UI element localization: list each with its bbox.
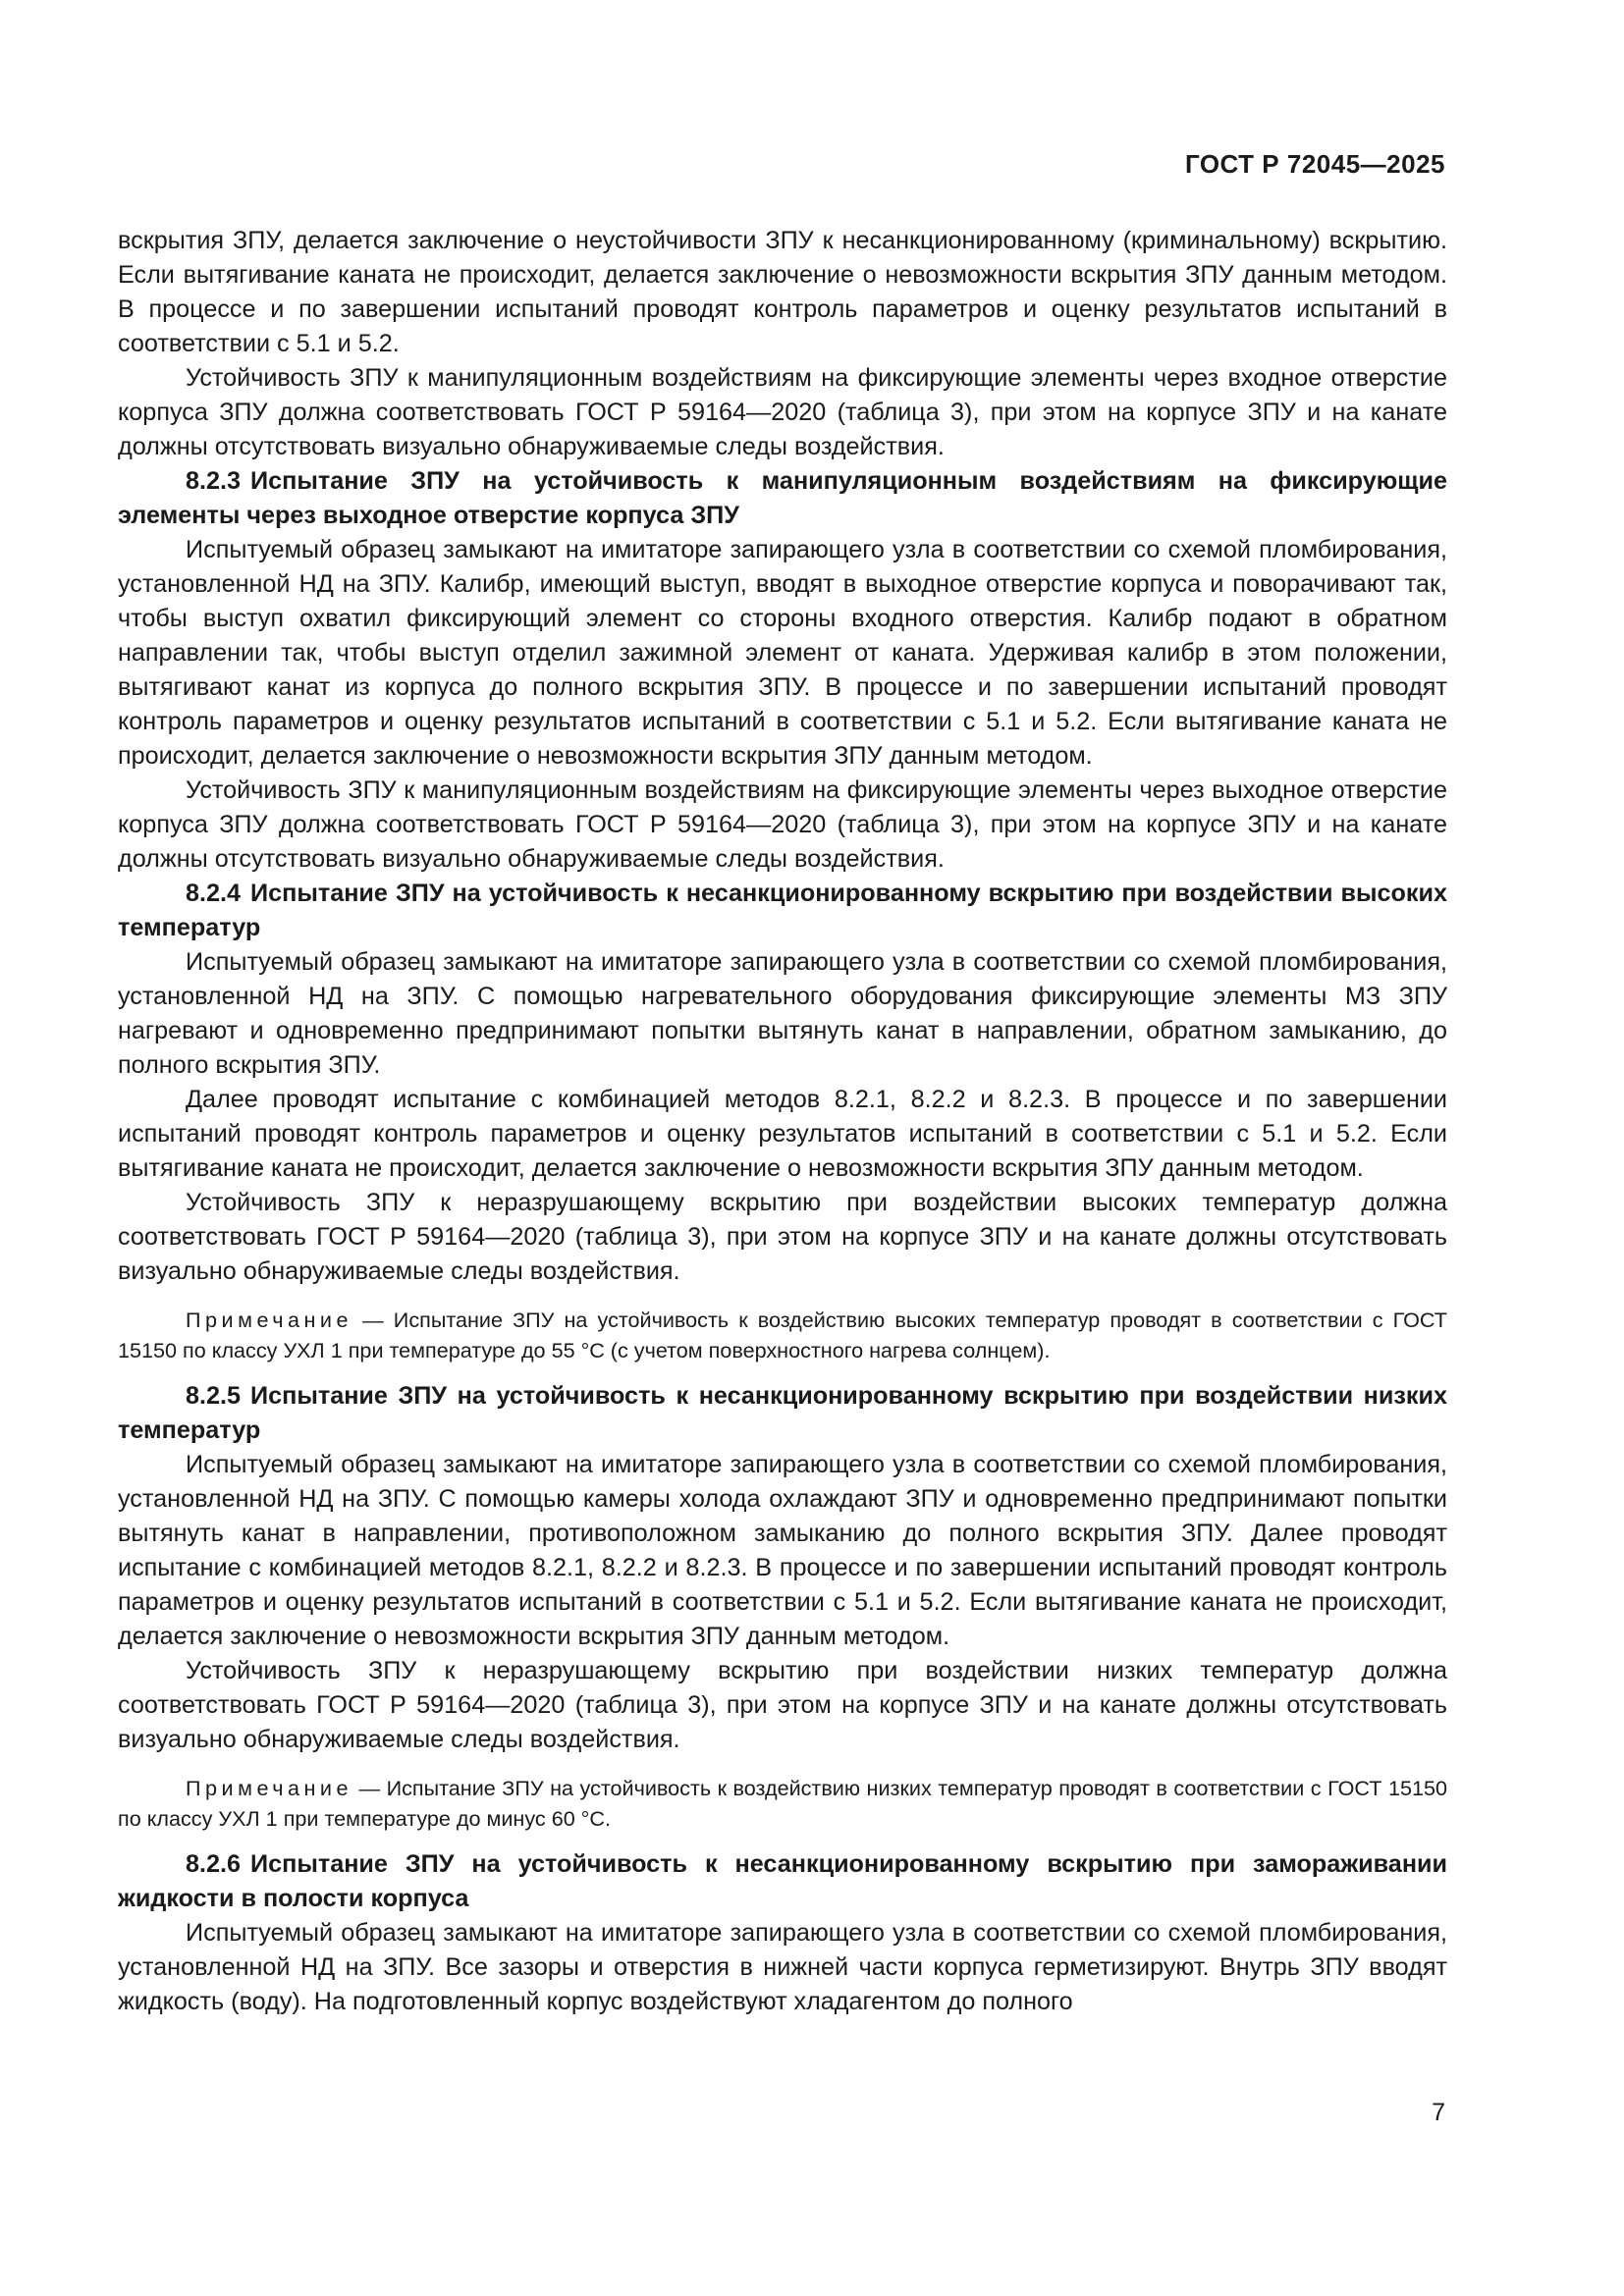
section-heading-8-2-3 <box>118 464 1447 533</box>
document-body <box>118 224 1447 2019</box>
section-number: 8.2.6 <box>186 1850 242 1878</box>
section-number: 8.2.5 <box>186 1382 242 1410</box>
note <box>118 1305 1447 1365</box>
section-heading-8-2-6 <box>118 1847 1447 1916</box>
paragraph: Устойчивость ЗПУ к неразрушающему вскрытию при воздействии высоких температур должна соответствовать ГОСТ Р 59164—2020 (таблица 3), при этом на корпусе ЗПУ и на канате должны отсутствовать визуально обнаруживаемые следы воздействия. <box>118 1189 1447 1285</box>
document-header-id: ГОСТ Р 72045—2025 <box>1184 149 1445 179</box>
paragraph: вскрытия ЗПУ, делается заключение о неустойчивости ЗПУ к несанкционированному (криминальному) вскрытию. Если вытягивание каната не происходит, делается заключение о невозможности вскрытия ЗПУ данным методом. В процессе и по завершении испытаний проводят контроль параметров и оценку результатов испытаний в соответствии с 5.1 и 5.2. <box>118 227 1447 357</box>
paragraph: Испытуемый образец замыкают на имитаторе запирающего узла в соответствии со схемой пломбирования, установленной НД на ЗПУ. С помощью камеры холода охлаждают ЗПУ и одновременно предпринимают попытки вытянуть канат в направлении, противоположном замыканию до полного вскрытия ЗПУ. Далее проводят испытание с комбинацией методов 8.2.1, 8.2.2 и 8.2.3. В процессе и по завершении испытаний проводят контроль параметров и оценку результатов испытаний в соответствии с 5.1 и 5.2. Если вытягивание каната не происходит, делается заключение о невозможности вскрытия ЗПУ данным методом. <box>118 1451 1447 1650</box>
section-number: 8.2.4 <box>186 880 242 907</box>
paragraph: Устойчивость ЗПУ к манипуляционным воздействиям на фиксирующие элементы через входное отверстие корпуса ЗПУ должна соответствовать ГОСТ Р 59164—2020 (таблица 3), при этом на корпусе ЗПУ и на канате должны отсутствовать визуально обнаруживаемые следы воздействия. <box>118 364 1447 460</box>
note-label: Примечание <box>186 1776 352 1800</box>
note-text: — Испытание ЗПУ на устойчивость к воздействию высоких температур проводят в соответствии с ГОСТ 15150 по классу УХЛ 1 при температуре до 55 °С (с учетом поверхностного нагрева солнцем). <box>118 1308 1447 1362</box>
section-number: 8.2.3 <box>186 467 242 495</box>
section-title: Испытание ЗПУ на устойчивость к несанкционированному вскрытию при воздействии высоких температур <box>118 880 1447 941</box>
section-heading-8-2-4 <box>118 877 1447 945</box>
note <box>118 1773 1447 1834</box>
section-heading-8-2-5 <box>118 1379 1447 1448</box>
paragraph: Далее проводят испытание с комбинацией методов 8.2.1, 8.2.2 и 8.2.3. В процессе и по завершении испытаний проводят контроль параметров и оценку результатов испытаний в соответствии с 5.1 и 5.2. Если вытягивание каната не происходит, делается заключение о невозможности вскрытия ЗПУ данным методом. <box>118 1086 1447 1182</box>
paragraph: Устойчивость ЗПУ к манипуляционным воздействиям на фиксирующие элементы через выходное отверстие корпуса ЗПУ должна соответствовать ГОСТ Р 59164—2020 (таблица 3), при этом на корпусе ЗПУ и на канате должны отсутствовать визуально обнаруживаемые следы воздействия. <box>118 776 1447 873</box>
section-title: Испытание ЗПУ на устойчивость к несанкционированному вскрытию при воздействии низких температур <box>118 1382 1447 1444</box>
paragraph: Устойчивость ЗПУ к неразрушающему вскрытию при воздействии низких температур должна соответствовать ГОСТ Р 59164—2020 (таблица 3), при этом на корпусе ЗПУ и на канате должны отсутствовать визуально обнаруживаемые следы воздействия. <box>118 1657 1447 1753</box>
section-title: Испытание ЗПУ на устойчивость к манипуляционным воздействиям на фиксирующие элементы через выходное отверстие корпуса ЗПУ <box>118 467 1447 529</box>
paragraph: Испытуемый образец замыкают на имитаторе запирающего узла в соответствии со схемой пломбирования, установленной НД на ЗПУ. С помощью нагревательного оборудования фиксирующие элементы МЗ ЗПУ нагревают и одновременно предпринимают попытки вытянуть канат в направлении, обратном замыканию, до полного вскрытия ЗПУ. <box>118 948 1447 1079</box>
note-text: — Испытание ЗПУ на устойчивость к воздействию низких температур проводят в соответствии с ГОСТ 15150 по классу УХЛ 1 при температуре до минус 60 °С. <box>118 1776 1447 1831</box>
paragraph: Испытуемый образец замыкают на имитаторе запирающего узла в соответствии со схемой пломбирования, установленной НД на ЗПУ. Все зазоры и отверстия в нижней части корпуса герметизируют. Внутрь ЗПУ вводят жидкость (воду). На подготовленный корпус воздействуют хладагентом до полного <box>118 1919 1447 2015</box>
page-number: 7 <box>1432 2099 1445 2126</box>
note-label: Примечание <box>186 1308 352 1332</box>
section-title: Испытание ЗПУ на устойчивость к несанкционированному вскрытию при замораживании жидкости в полости корпуса <box>118 1850 1447 1912</box>
paragraph: Испытуемый образец замыкают на имитаторе запирающего узла в соответствии со схемой пломбирования, установленной НД на ЗПУ. Калибр, имеющий выступ, вводят в выходное отверстие корпуса и поворачивают так, чтобы выступ охватил фиксирующий элемент со стороны входного отверстия. Калибр подают в обратном направлении так, чтобы выступ отделил зажимной элемент от каната. Удерживая калибр в этом положении, вытягивают канат из корпуса до полного вскрытия ЗПУ. В процессе и по завершении испытаний проводят контроль параметров и оценку результатов испытаний в соответствии с 5.1 и 5.2. Если вытягивание каната не происходит, делается заключение о невозможности вскрытия ЗПУ данным методом. <box>118 536 1447 770</box>
